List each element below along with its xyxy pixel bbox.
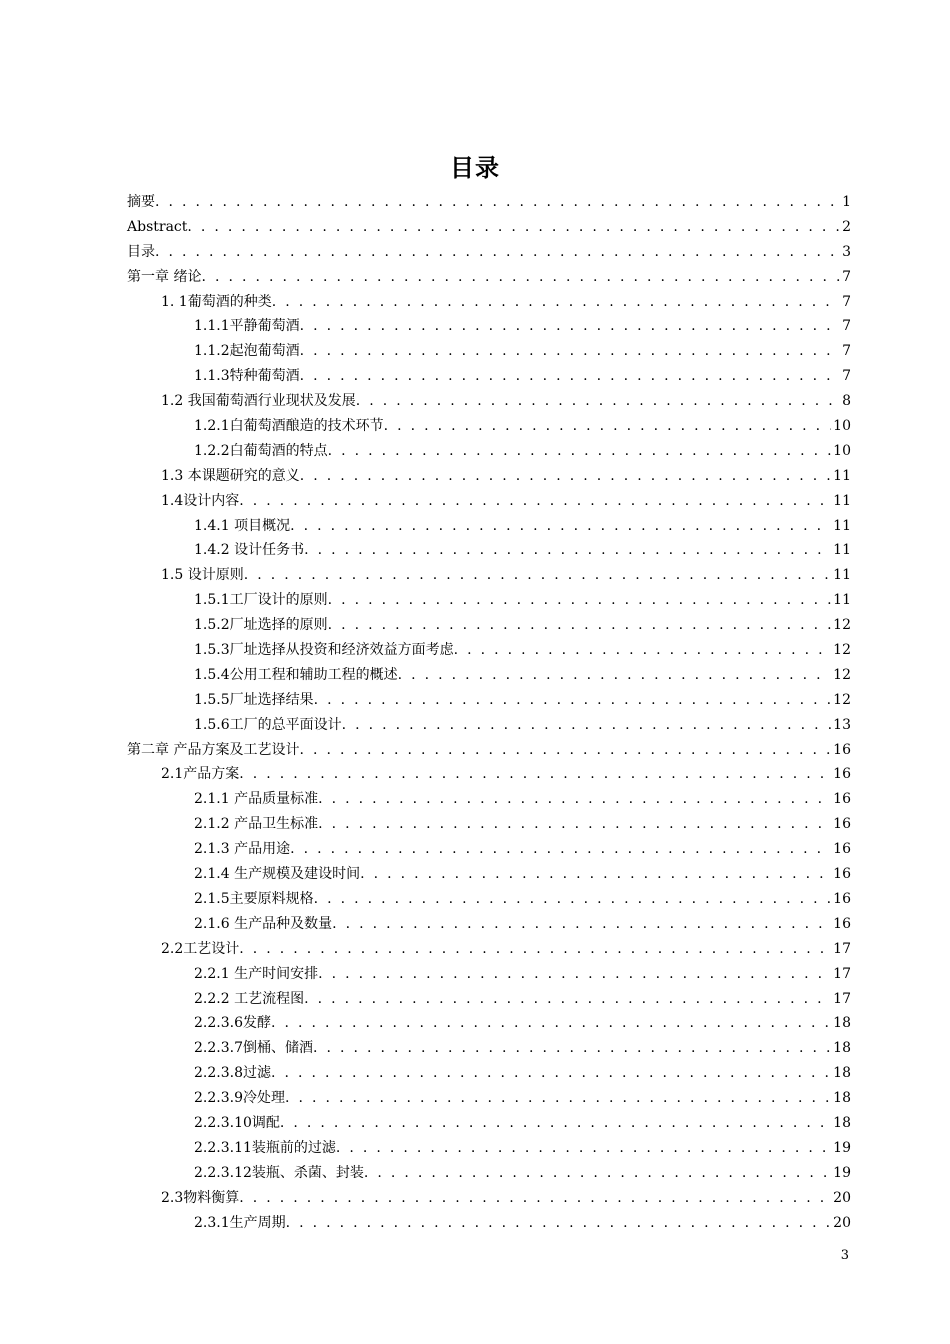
toc-entry-page: 12 (833, 642, 851, 659)
toc-entry-label: 1.5.6工厂的总平面设计 (194, 716, 342, 733)
toc-entry-page: 17 (833, 990, 851, 1007)
dot-leader (328, 439, 832, 464)
toc-entry-page: 1 (842, 194, 851, 210)
dot-leader (271, 1061, 831, 1086)
toc-entry-label: 1.5.4公用工程和辅助工程的概述 (194, 666, 398, 683)
toc-entry[interactable] (127, 439, 851, 464)
dot-leader (271, 1011, 831, 1036)
toc-entry-label: 2.2.3.11装瓶前的过滤 (194, 1139, 336, 1156)
toc-entry-label: 1.2.1白葡萄酒酿造的技术环节 (194, 418, 384, 435)
dot-leader (290, 837, 831, 862)
toc-entry-page: 18 (833, 1065, 851, 1082)
toc-entry[interactable] (127, 339, 851, 364)
toc-entry-label: 1.4.2 设计任务书 (194, 542, 305, 559)
toc-entry-label: 2.2.3.9冷处理 (194, 1090, 285, 1107)
dot-leader (342, 713, 832, 738)
toc-entry[interactable] (127, 862, 851, 887)
toc-entry-label: 2.2.1 生产时间安排 (194, 965, 319, 982)
dot-leader (155, 190, 840, 215)
dot-leader (313, 1036, 831, 1061)
toc-entry[interactable] (127, 937, 851, 962)
toc-entry-page: 19 (833, 1139, 851, 1156)
table-of-contents (127, 190, 851, 1235)
dot-leader (272, 290, 840, 315)
toc-entry-label: 2.1.3 产品用途 (194, 841, 291, 858)
dot-leader (300, 339, 840, 364)
dot-leader (239, 489, 831, 514)
toc-entry-page: 16 (833, 866, 851, 883)
toc-entry-label: 2.1.1 产品质量标准 (194, 791, 319, 808)
toc-entry-page: 18 (833, 1015, 851, 1032)
toc-entry-page: 11 (833, 567, 851, 584)
toc-entry[interactable] (127, 414, 851, 439)
toc-entry[interactable] (127, 762, 851, 787)
toc-entry[interactable] (127, 613, 851, 638)
dot-leader (290, 514, 831, 539)
dot-leader (314, 688, 832, 713)
toc-entry[interactable] (127, 738, 851, 763)
toc-entry-label: Abstract (127, 218, 188, 235)
toc-entry-page: 10 (833, 418, 851, 435)
toc-entry-label: 目录 (127, 243, 155, 260)
toc-entry-page: 7 (842, 268, 851, 285)
toc-entry[interactable] (127, 215, 851, 240)
toc-entry-label: 第一章 绪论 (127, 268, 202, 285)
toc-entry-page: 11 (833, 542, 851, 559)
toc-entry-page: 11 (833, 492, 851, 509)
toc-entry[interactable] (127, 688, 851, 713)
toc-entry[interactable] (127, 912, 851, 937)
dot-leader (300, 364, 840, 389)
toc-entry-label: 1.5.1工厂设计的原则 (194, 592, 328, 609)
dot-leader (239, 1186, 831, 1211)
toc-entry-page: 16 (833, 890, 851, 907)
toc-entry-label: 2.3.1生产周期 (194, 1214, 286, 1231)
dot-leader (201, 265, 840, 290)
toc-entry-label: 2.3物料衡算 (161, 1189, 240, 1206)
toc-entry-label: 2.2.3.8过滤 (194, 1065, 271, 1082)
dot-leader (318, 962, 831, 987)
toc-entry[interactable] (127, 538, 851, 563)
toc-entry-label: 1.2.2白葡萄酒的特点 (194, 442, 328, 459)
toc-entry[interactable] (127, 1186, 851, 1211)
dot-leader (332, 912, 831, 937)
toc-entry[interactable] (127, 887, 851, 912)
dot-leader (300, 464, 831, 489)
dot-leader (398, 663, 832, 688)
toc-entry-label: 2.1.6 生产品种及数量 (194, 915, 333, 932)
toc-entry-label: 1.5.3厂址选择从投资和经济效益方面考虑 (194, 642, 454, 659)
toc-entry-page: 11 (833, 517, 851, 534)
dot-leader (356, 389, 840, 414)
toc-entry-label: 1.2 我国葡萄酒行业现状及发展 (161, 393, 356, 410)
toc-entry-label: 1.1.3特种葡萄酒 (194, 368, 300, 385)
dot-leader (454, 638, 832, 663)
dot-leader (304, 538, 831, 563)
toc-entry[interactable] (127, 713, 851, 738)
toc-entry[interactable] (127, 290, 851, 315)
toc-entry[interactable] (127, 812, 851, 837)
toc-entry-page: 7 (842, 318, 851, 335)
dot-leader (187, 215, 840, 240)
dot-leader (360, 862, 831, 887)
toc-entry-page: 19 (833, 1164, 851, 1181)
toc-entry-label: 1.1.1平静葡萄酒 (194, 318, 300, 335)
toc-entry-label: 2.2.3.7倒桶、储酒 (194, 1040, 313, 1057)
toc-entry-label: 1.1.2起泡葡萄酒 (194, 343, 300, 360)
dot-leader (336, 1136, 831, 1161)
toc-entry-page: 18 (833, 1114, 851, 1131)
toc-entry[interactable] (127, 364, 851, 389)
toc-entry[interactable] (127, 314, 851, 339)
toc-entry-page: 17 (833, 965, 851, 982)
dot-leader (239, 937, 831, 962)
toc-entry[interactable] (127, 389, 851, 414)
toc-entry[interactable] (127, 563, 851, 588)
toc-entry-page: 2 (842, 218, 851, 235)
toc-entry-page: 16 (833, 741, 851, 758)
toc-entry-page: 18 (833, 1090, 851, 1107)
toc-entry-label: 2.1产品方案 (161, 766, 240, 783)
dot-leader (280, 1111, 831, 1136)
dot-leader (300, 314, 840, 339)
toc-entry[interactable] (127, 1036, 851, 1061)
toc-entry-page: 11 (833, 592, 851, 609)
toc-entry-label: 1.5 设计原则 (161, 567, 244, 584)
toc-entry-page: 11 (833, 467, 851, 484)
dot-leader (328, 613, 832, 638)
toc-entry-page: 20 (833, 1189, 851, 1206)
toc-entry[interactable] (127, 489, 851, 514)
toc-entry-page: 16 (833, 841, 851, 858)
toc-entry[interactable] (127, 787, 851, 812)
toc-entry[interactable] (127, 1136, 851, 1161)
toc-entry[interactable] (127, 588, 851, 613)
toc-entry-label: 2.2.3.10调配 (194, 1114, 280, 1131)
toc-entry-page: 7 (842, 293, 851, 310)
toc-entry[interactable] (127, 240, 851, 265)
toc-entry-page: 13 (833, 716, 851, 733)
toc-entry-page: 3 (842, 243, 851, 260)
toc-entry-page: 16 (833, 915, 851, 932)
toc-entry-label: 2.2.3.6发酵 (194, 1015, 271, 1032)
toc-entry[interactable] (127, 190, 851, 215)
toc-entry-label: 1.5.2厂址选择的原则 (194, 617, 328, 634)
toc-entry[interactable] (127, 1111, 851, 1136)
dot-leader (318, 787, 831, 812)
toc-entry-page: 16 (833, 766, 851, 783)
toc-entry-label: 摘要 (127, 194, 155, 210)
toc-entry-label: 1.4设计内容 (161, 492, 240, 509)
toc-entry[interactable] (127, 663, 851, 688)
toc-entry-page: 20 (833, 1214, 851, 1231)
page-number: 3 (840, 1248, 849, 1263)
dot-leader (244, 563, 831, 588)
toc-entry-page: 12 (833, 666, 851, 683)
toc-entry-label: 2.1.5主要原料规格 (194, 890, 314, 907)
toc-entry-page: 7 (842, 368, 851, 385)
toc-entry-page: 12 (833, 617, 851, 634)
toc-entry[interactable] (127, 265, 851, 290)
toc-entry[interactable] (127, 987, 851, 1012)
toc-entry-page: 10 (833, 442, 851, 459)
toc-entry-label: 2.1.2 产品卫生标准 (194, 816, 319, 833)
toc-entry-label: 1.3 本课题研究的意义 (161, 467, 300, 484)
dot-leader (314, 887, 832, 912)
toc-entry[interactable] (127, 1211, 851, 1236)
toc-entry-page: 16 (833, 791, 851, 808)
toc-entry-label: 2.2.2 工艺流程图 (194, 990, 305, 1007)
toc-entry-label: 第二章 产品方案及工艺设计 (127, 741, 300, 758)
dot-leader (304, 987, 831, 1012)
dot-leader (239, 762, 831, 787)
dot-leader (364, 1161, 831, 1186)
toc-entry[interactable] (127, 837, 851, 862)
toc-entry[interactable] (127, 464, 851, 489)
toc-entry-label: 1. 1葡萄酒的种类 (161, 293, 272, 310)
toc-entry[interactable] (127, 962, 851, 987)
toc-entry-label: 1.4.1 项目概况 (194, 517, 291, 534)
toc-entry-page: 16 (833, 816, 851, 833)
toc-entry[interactable] (127, 1086, 851, 1111)
toc-entry[interactable] (127, 514, 851, 539)
dot-leader (318, 812, 831, 837)
toc-entry-page: 8 (842, 393, 851, 410)
toc-entry-page: 17 (833, 940, 851, 957)
toc-entry[interactable] (127, 1161, 851, 1186)
toc-entry-label: 2.1.4 生产规模及建设时间 (194, 866, 361, 883)
toc-entry-page: 12 (833, 691, 851, 708)
dot-leader (299, 738, 831, 763)
toc-entry-page: 7 (842, 343, 851, 360)
dot-leader (384, 414, 832, 439)
toc-title: 目录 (450, 154, 500, 182)
dot-leader (328, 588, 832, 613)
toc-entry[interactable] (127, 1011, 851, 1036)
toc-entry[interactable] (127, 638, 851, 663)
toc-entry[interactable] (127, 1061, 851, 1086)
dot-leader (155, 240, 840, 265)
toc-entry-label: 1.5.5厂址选择结果 (194, 691, 314, 708)
toc-entry-page: 18 (833, 1040, 851, 1057)
dot-leader (285, 1086, 831, 1111)
toc-entry-label: 2.2工艺设计 (161, 940, 240, 957)
toc-entry-label: 2.2.3.12装瓶、杀菌、封装 (194, 1164, 364, 1181)
dot-leader (286, 1211, 832, 1236)
